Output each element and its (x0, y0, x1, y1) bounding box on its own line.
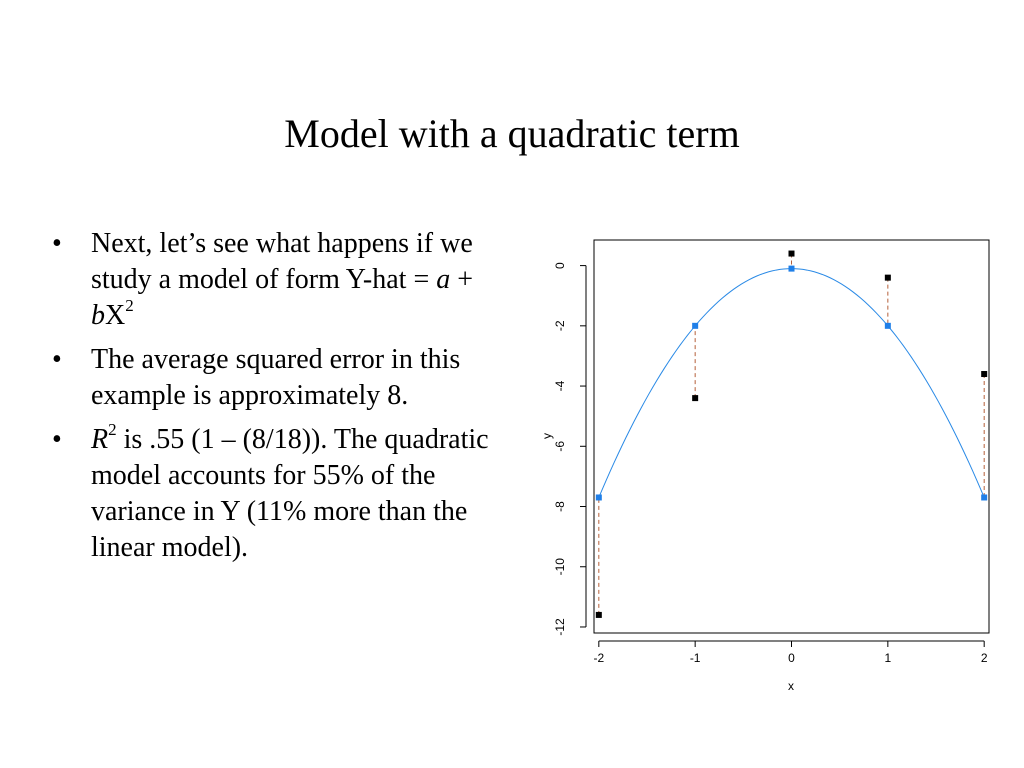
fitted-curve (599, 269, 984, 498)
observed-point (692, 395, 698, 401)
y-tick-label: -12 (553, 618, 567, 636)
bullet-text-plus: + (450, 264, 474, 295)
plot-frame (594, 240, 989, 633)
fitted-point (981, 494, 987, 500)
slide-title: Model with a quadratic term (284, 111, 740, 156)
y-tick-label: -10 (553, 558, 567, 576)
bullet-text: The average squared error in this example is approximately 8. (91, 344, 461, 411)
fitted-point (692, 323, 698, 329)
observed-point (789, 251, 795, 257)
observed-point (596, 612, 602, 618)
observed-points (596, 251, 987, 618)
x-tick-label: 0 (788, 651, 795, 665)
bullet-text: Next, let’s see what happens if we study a model of form Y-hat = (91, 228, 473, 295)
var-x: X (105, 300, 126, 331)
x-tick-label: -2 (593, 651, 605, 665)
bullet-item-model-form (52, 226, 522, 334)
fitted-point (596, 494, 602, 500)
fitted-point (789, 266, 795, 272)
y-tick-label: -6 (553, 440, 567, 452)
y-tick-label: -2 (553, 320, 567, 332)
y-tick-label: -4 (553, 380, 567, 392)
y-axis (553, 262, 586, 636)
bullet-text: is .55 (1 – (8/18)). The quadratic model accounts for 55% of the variance in Y (11% more than the linear model). (91, 424, 489, 563)
x-tick-label: 1 (884, 651, 892, 665)
var-r: R (91, 424, 109, 455)
x-tick-label: -1 (689, 651, 701, 665)
bullet-item-average-error (52, 342, 522, 414)
y-tick-label: -8 (553, 501, 567, 512)
x-tick-label: 2 (980, 651, 988, 665)
fitted-point (885, 323, 891, 329)
observed-point (981, 371, 987, 377)
superscript: 2 (108, 419, 117, 439)
superscript: 2 (125, 295, 134, 315)
x-axis (593, 641, 987, 665)
bullet-item-r-squared (52, 419, 522, 566)
var-a: a (436, 264, 451, 295)
y-axis-label: y (540, 433, 554, 439)
fitted-points (596, 266, 987, 501)
quadratic-scatter-plot (540, 225, 1000, 700)
bullet-marker: • (52, 424, 62, 455)
observed-point (885, 275, 891, 281)
bullet-marker: • (52, 344, 62, 375)
residual-lines (599, 254, 984, 615)
var-b: b (91, 300, 105, 331)
x-axis-label: x (788, 679, 794, 693)
bullet-marker: • (52, 228, 62, 259)
bullet-list (52, 226, 522, 574)
y-tick-label: 0 (553, 262, 567, 269)
